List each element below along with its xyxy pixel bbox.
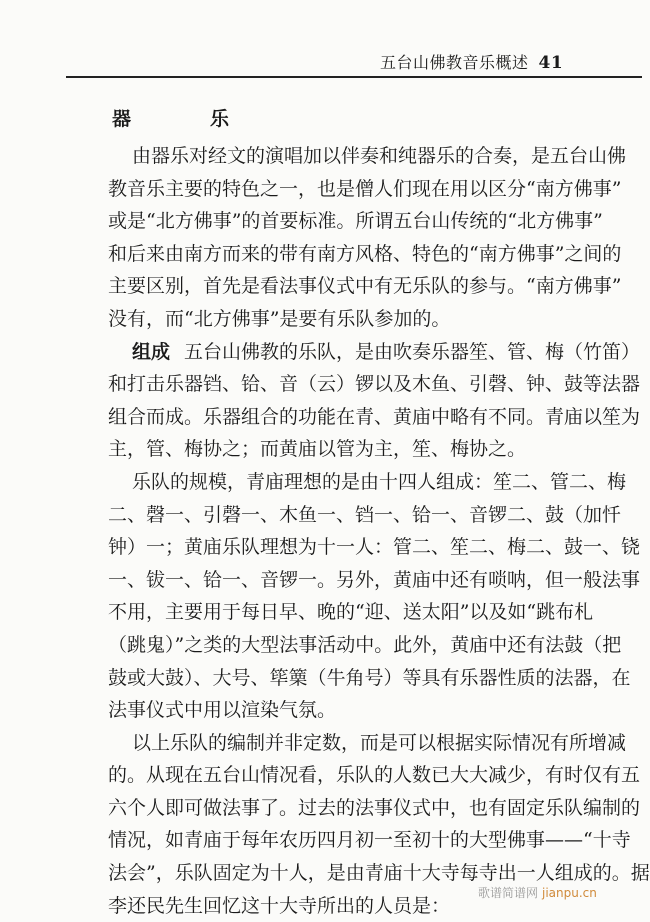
line-text: 以上乐队的编制并非定数，而是可以根据实际情况有所增减 (132, 731, 627, 754)
text-line (108, 531, 641, 564)
text-line (108, 564, 641, 597)
line-text: 法会”，乐队固定为十人，是由青庙十大寺每寺出一人组成的。据 (108, 862, 650, 885)
watermark-domain: jianpu.cn (542, 886, 597, 900)
running-header (380, 50, 563, 73)
running-title: 五台山佛教音乐概述 (380, 53, 529, 72)
text-line (108, 596, 594, 629)
line-text: 鼓或大鼓）、大号、筚篥（牛角号）等具有乐器性质的法器，在 (108, 666, 631, 689)
text-line (108, 727, 627, 760)
text-line (108, 368, 641, 401)
text-line (108, 792, 641, 825)
line-text: 由器乐对经文的演唱加以伴奏和纯器乐的合奏，是五台山佛 (132, 145, 627, 167)
line-text: 主，管、梅协之；而黄庙以管为主，笙、梅协之。 (108, 438, 527, 461)
line-text: 李还民先生回忆这十大寺所出的人员是： (108, 894, 451, 917)
line-text: 情况，如青庙于每年农历四月初一至初十的大型佛事——“十寺 (108, 829, 631, 852)
text-line (108, 466, 627, 499)
line-text: 教音乐主要的特色之一，也是僧人们现在用以区分“南方佛事” (108, 177, 622, 200)
text-line (108, 499, 622, 532)
text-line (108, 140, 627, 173)
watermark (478, 884, 597, 901)
header-rule (66, 76, 642, 78)
line-text: （跳鬼）”之类的大型法事活动中。此外，黄庙中还有法鼓（把 (108, 633, 622, 656)
line-text: 六个人即可做法事了。过去的法事仪式中，也有固定乐队编制的 (108, 796, 641, 819)
line-text: 主要区别，首先是看法事仪式中有无乐队的参与。“南方佛事” (108, 275, 622, 298)
line-text: 不用，主要用于每日早、晚的“迎、送太阳”以及如“跳布札 (108, 601, 594, 624)
text-line (108, 270, 622, 303)
text-line (108, 629, 622, 662)
text-line (108, 303, 560, 336)
text-line (108, 759, 641, 792)
watermark-site-name: 歌谱简谱网 (478, 886, 539, 900)
line-text: 和后来由南方而来的带有南方风格、特色的“南方佛事”之间的 (108, 242, 622, 265)
text-line (108, 238, 622, 271)
text-line (108, 173, 622, 206)
line-text: 和打击乐器铛、铪、音（云）锣以及木鱼、引磬、钟、鼓等法器 (108, 373, 641, 396)
line-text: 乐队的规模，青庙理想的是由十四人组成：笙二、管二、梅 (132, 470, 627, 493)
line-text: 法事仪式中用以渲染气氛。 (108, 699, 337, 722)
page-number: 41 (538, 53, 564, 73)
line-text: 一、钹一、铪一、音锣一。另外，黄庙中还有唢呐，但一般法事 (108, 568, 641, 591)
section-heading: 器 乐 (112, 108, 260, 130)
line-text: 或是“北方佛事”的首要标准。所谓五台山传统的“北方佛事” (108, 210, 603, 233)
text-line (108, 433, 560, 466)
line-text: 五台山佛教的乐队，是由吹奏乐器笙、管、梅（竹笛） (184, 340, 641, 363)
line-text: 钟）一；黄庙乐队理想为十一人：管二、笙二、梅二、鼓一、铙 (108, 536, 641, 559)
line-text: 二、磬一、引磬一、木鱼一、铛一、铪一、音锣二、鼓（加忏 (108, 503, 622, 526)
text-line (108, 336, 641, 369)
run-in-heading: 组成 (132, 340, 171, 363)
line-text: 的。从现在五台山情况看，乐队的人数已大大减少，有时仅有五 (108, 764, 641, 787)
line-text: 没有，而“北方佛事”是要有乐队参加的。 (108, 307, 451, 330)
text-line (108, 662, 631, 695)
text-line (108, 694, 560, 727)
text-line (108, 401, 641, 434)
line-text: 组合而成。乐器组合的功能在青、黄庙中略有不同。青庙以笙为 (108, 405, 641, 428)
text-line (108, 205, 603, 238)
text-line (108, 824, 631, 857)
